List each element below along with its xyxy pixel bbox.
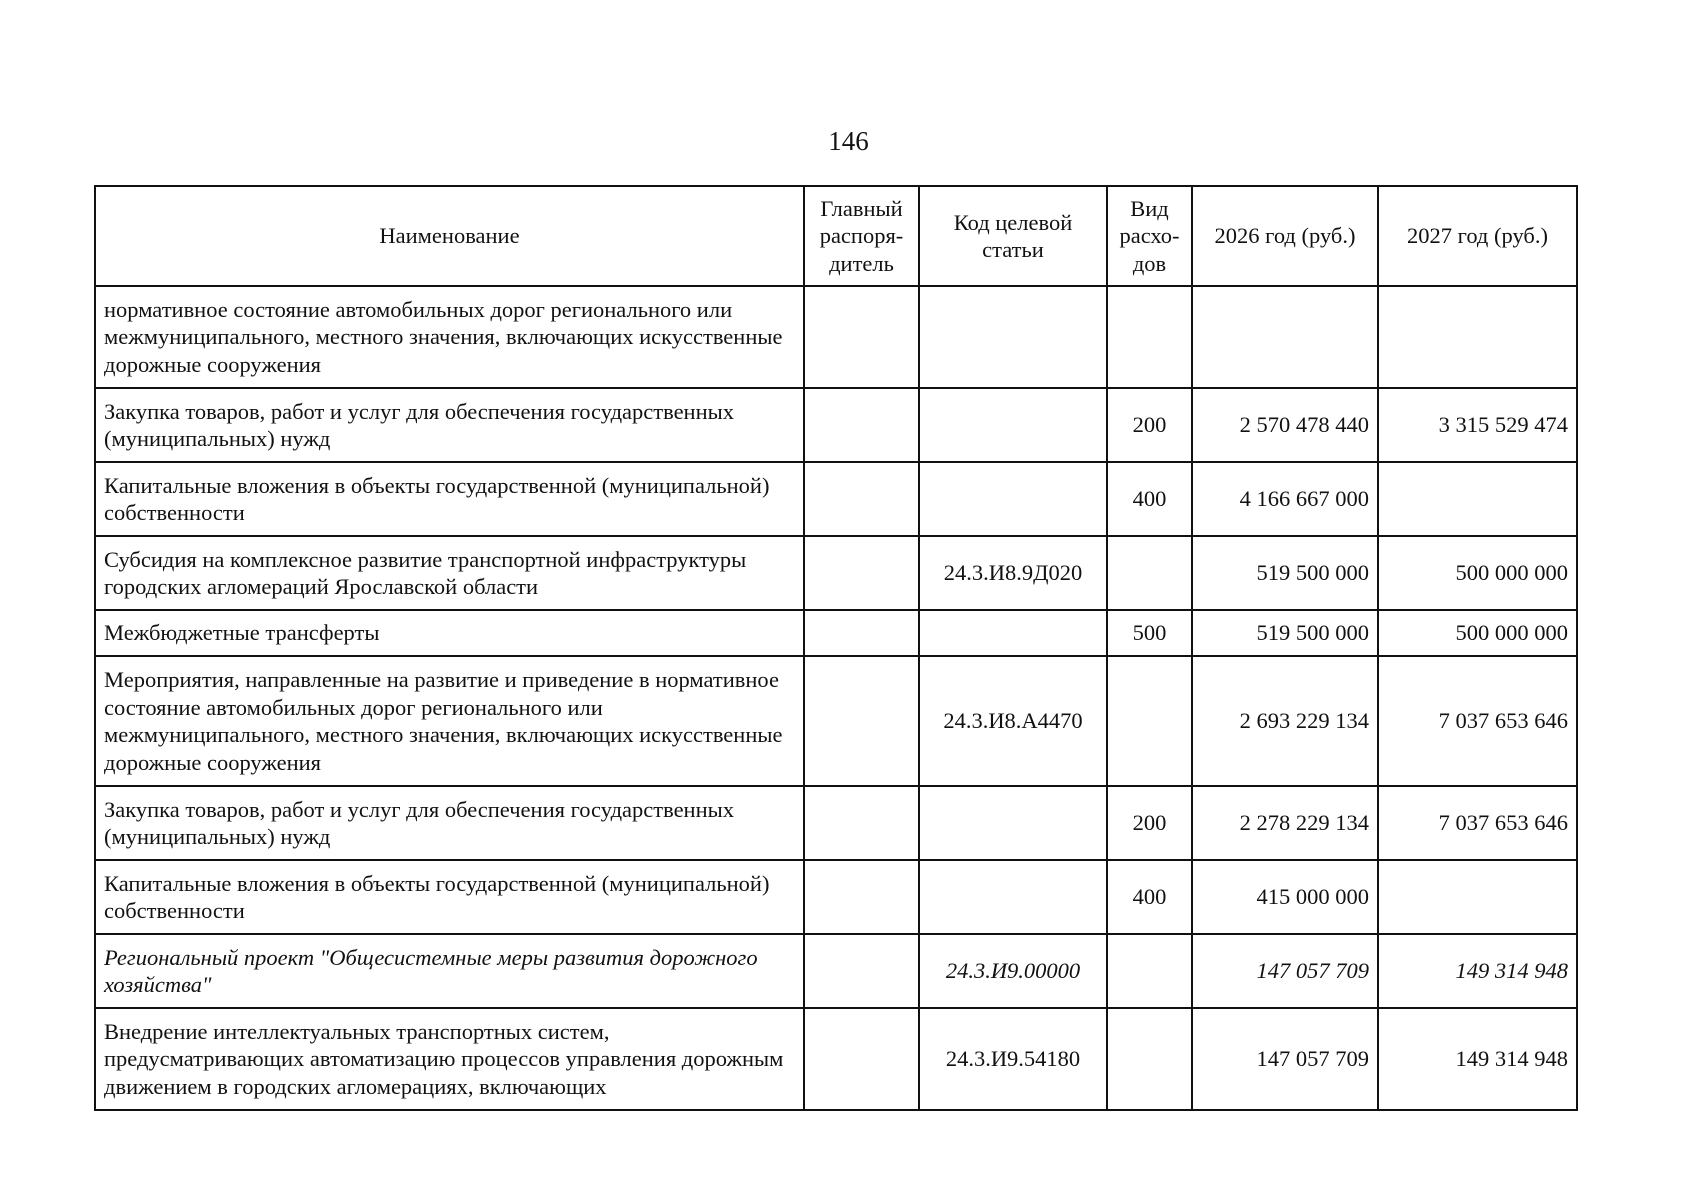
cell-expense-type: 200 bbox=[1107, 786, 1192, 860]
cell-chief-administrator bbox=[804, 1008, 919, 1110]
cell-year-2027: 149 314 948 bbox=[1378, 934, 1577, 1008]
table-row bbox=[95, 462, 1577, 536]
cell-year-2027: 500 000 000 bbox=[1378, 536, 1577, 610]
cell-year-2027 bbox=[1378, 860, 1577, 934]
table-row bbox=[95, 536, 1577, 610]
cell-year-2027: 7 037 653 646 bbox=[1378, 786, 1577, 860]
table-row bbox=[95, 388, 1577, 462]
cell-expense-type bbox=[1107, 536, 1192, 610]
cell-year-2026: 2 570 478 440 bbox=[1192, 388, 1378, 462]
cell-year-2027: 149 314 948 bbox=[1378, 1008, 1577, 1110]
cell-year-2027: 7 037 653 646 bbox=[1378, 656, 1577, 786]
cell-expense-type bbox=[1107, 656, 1192, 786]
page-number: 146 bbox=[828, 126, 869, 156]
cell-chief-administrator bbox=[804, 934, 919, 1008]
cell-chief-administrator bbox=[804, 462, 919, 536]
cell-year-2026: 147 057 709 bbox=[1192, 1008, 1378, 1110]
header-expense-type: Вид расхо-дов bbox=[1107, 186, 1192, 286]
cell-target-article-code bbox=[919, 462, 1107, 536]
header-chief-administrator: Главный распоря-дитель bbox=[804, 186, 919, 286]
table-header-row bbox=[95, 186, 1577, 286]
cell-expense-type: 400 bbox=[1107, 860, 1192, 934]
cell-year-2026 bbox=[1192, 286, 1378, 388]
cell-name: Закупка товаров, работ и услуг для обеспечения государственных (муниципальных) нужд bbox=[95, 388, 804, 462]
cell-year-2026: 519 500 000 bbox=[1192, 536, 1378, 610]
header-year-2027: 2027 год (руб.) bbox=[1378, 186, 1577, 286]
header-year-2026: 2026 год (руб.) bbox=[1192, 186, 1378, 286]
cell-year-2026: 415 000 000 bbox=[1192, 860, 1378, 934]
cell-expense-type: 200 bbox=[1107, 388, 1192, 462]
cell-target-article-code bbox=[919, 860, 1107, 934]
table-row bbox=[95, 860, 1577, 934]
cell-target-article-code: 24.3.И8.А4470 bbox=[919, 656, 1107, 786]
cell-year-2026: 2 693 229 134 bbox=[1192, 656, 1378, 786]
cell-name: Региональный проект "Общесистемные меры развития дорожного хозяйства" bbox=[95, 934, 804, 1008]
cell-chief-administrator bbox=[804, 286, 919, 388]
cell-target-article-code: 24.3.И8.9Д020 bbox=[919, 536, 1107, 610]
cell-target-article-code bbox=[919, 286, 1107, 388]
cell-expense-type bbox=[1107, 286, 1192, 388]
table-row bbox=[95, 286, 1577, 388]
cell-expense-type: 400 bbox=[1107, 462, 1192, 536]
cell-name: Межбюджетные трансферты bbox=[95, 610, 804, 656]
cell-name: Субсидия на комплексное развитие транспортной инфраструктуры городских агломераций Ярославской области bbox=[95, 536, 804, 610]
cell-year-2026: 4 166 667 000 bbox=[1192, 462, 1378, 536]
cell-expense-type bbox=[1107, 934, 1192, 1008]
cell-target-article-code: 24.3.И9.00000 bbox=[919, 934, 1107, 1008]
cell-target-article-code bbox=[919, 610, 1107, 656]
cell-expense-type: 500 bbox=[1107, 610, 1192, 656]
cell-target-article-code bbox=[919, 388, 1107, 462]
header-name: Наименование bbox=[95, 186, 804, 286]
cell-name: Внедрение интеллектуальных транспортных систем, предусматривающих автоматизацию процессов управления дорожным движением в городских агломерациях, включающих bbox=[95, 1008, 804, 1110]
cell-year-2026: 519 500 000 bbox=[1192, 610, 1378, 656]
cell-chief-administrator bbox=[804, 610, 919, 656]
cell-name: Мероприятия, направленные на развитие и приведение в нормативное состояние автомобильных дорог регионального или межмуниципального, местного значения, включающих искусственные дорожные сооружения bbox=[95, 656, 804, 786]
cell-expense-type bbox=[1107, 1008, 1192, 1110]
table-row bbox=[95, 934, 1577, 1008]
cell-target-article-code: 24.3.И9.54180 bbox=[919, 1008, 1107, 1110]
cell-year-2027 bbox=[1378, 462, 1577, 536]
table-body bbox=[95, 286, 1577, 1110]
table-row bbox=[95, 1008, 1577, 1110]
cell-year-2027 bbox=[1378, 286, 1577, 388]
header-target-article-code: Код целевой статьи bbox=[919, 186, 1107, 286]
cell-year-2027: 3 315 529 474 bbox=[1378, 388, 1577, 462]
cell-chief-administrator bbox=[804, 656, 919, 786]
cell-year-2026: 2 278 229 134 bbox=[1192, 786, 1378, 860]
cell-chief-administrator bbox=[804, 388, 919, 462]
cell-chief-administrator bbox=[804, 786, 919, 860]
cell-chief-administrator bbox=[804, 860, 919, 934]
budget-table bbox=[94, 185, 1578, 1111]
cell-target-article-code bbox=[919, 786, 1107, 860]
table-row bbox=[95, 786, 1577, 860]
cell-name: нормативное состояние автомобильных дорог регионального или межмуниципального, местного значения, включающих искусственные дорожные сооружения bbox=[95, 286, 804, 388]
cell-year-2026: 147 057 709 bbox=[1192, 934, 1378, 1008]
cell-name: Капитальные вложения в объекты государственной (муниципальной) собственности bbox=[95, 462, 804, 536]
table-row bbox=[95, 610, 1577, 656]
cell-name: Закупка товаров, работ и услуг для обеспечения государственных (муниципальных) нужд bbox=[95, 786, 804, 860]
table-row bbox=[95, 656, 1577, 786]
cell-year-2027: 500 000 000 bbox=[1378, 610, 1577, 656]
cell-name: Капитальные вложения в объекты государственной (муниципальной) собственности bbox=[95, 860, 804, 934]
cell-chief-administrator bbox=[804, 536, 919, 610]
